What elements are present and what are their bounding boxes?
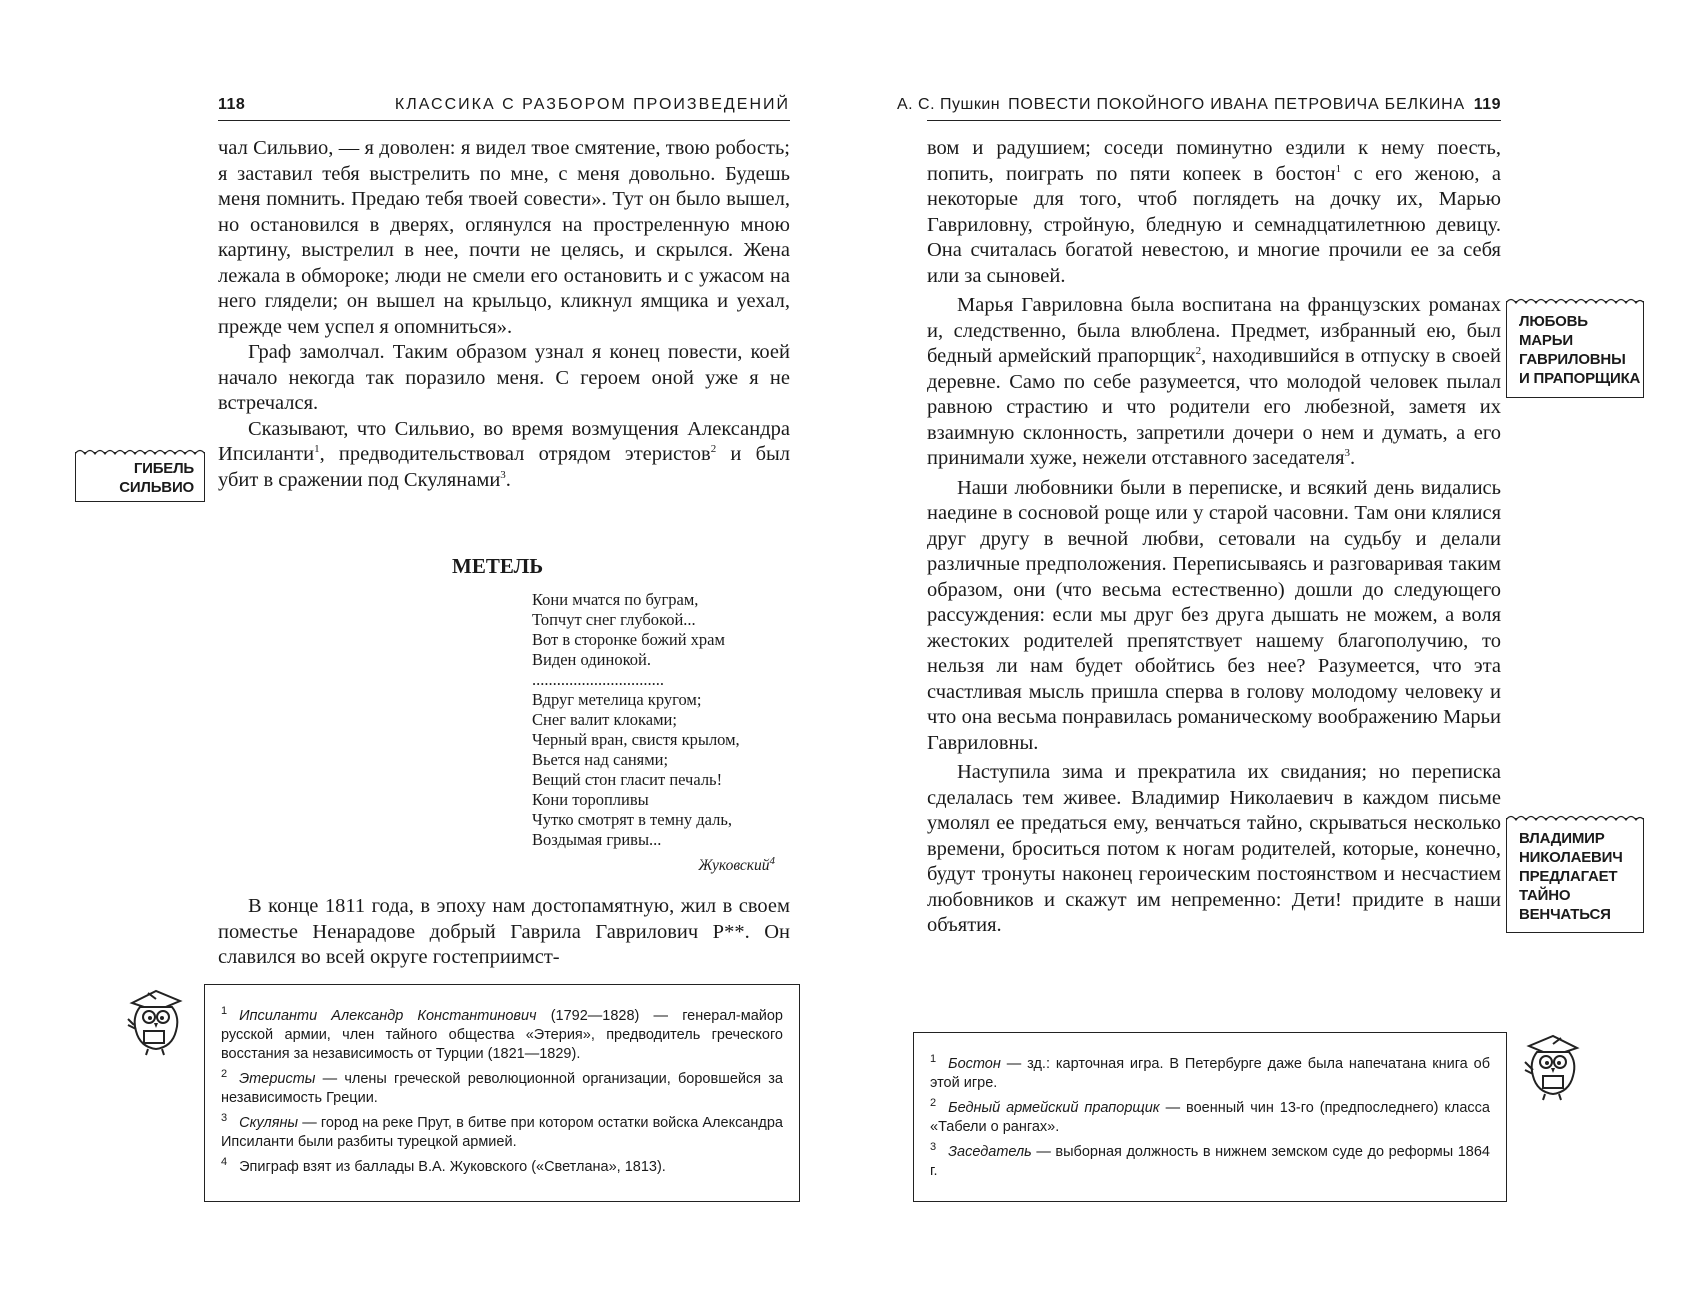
footnote-ref: 1 (314, 443, 320, 456)
epigraph-line: Кони торопливы (532, 790, 649, 809)
epigraph-line: Вьется над санями; (532, 750, 669, 769)
footnote: $^2$ Этеристы — члены греческой революционной организации, боровшейся за независимость Греции. (221, 1068, 783, 1106)
epigraph-line: Топчут снег глубокой... (532, 610, 696, 629)
paragraph: Сказывают, что Сильвио, во время возмущения Александра Ипсиланти$^1$, предводительствовал отрядом этеристов$^2$ и был убит в сражении под Скулянами$^3$. (218, 417, 791, 491)
running-author: А. С. Пушкин (896, 96, 1001, 113)
wavy-border-icon (1506, 813, 1644, 821)
paragraph: Марья Гавриловна была воспитана на французских романах и, следственно, была влюблена. Предмет, избранный ею, был бедный армейский прапорщик$^2$, находившийся в отпуску в своей деревне. Само по себе разумеется, что молодой человек пылал равною страстию и что родители его любезной, заметя их взаимную склонность, запретили дочери о нем и думать, а его принимали хуже, нежели отставного заседателя$^3$. (927, 294, 1502, 469)
footnotes-right (913, 1032, 1507, 1202)
right-page-text (927, 136, 1501, 939)
footnote: $^4$ Эпиграф взят из баллады В.А. Жуковского («Светлана», 1813). (221, 1156, 666, 1175)
page-number: 118 (218, 96, 246, 113)
epigraph-line: Кони мчатся по буграм, (532, 590, 699, 609)
left-page-header (218, 96, 790, 121)
epigraph-line: Воздымая гривы... (532, 830, 662, 849)
footnote: $^3$ Скуляны — город на реке Прут, в битве при котором остатки войска Александра Ипсиланти были разбиты турецкой армией. (221, 1112, 783, 1150)
footnote: $^2$ Бедный армейский прапорщик — военный чин 13-го (предпоследнего) класса «Табели о рангах». (930, 1097, 1490, 1135)
margin-note-love: ЛЮБОВЬ МАРЬИ ГАВРИЛОВНЫ И ПРАПОРЩИКА (1506, 301, 1644, 398)
epigraph-line: ................................ (532, 670, 664, 689)
epigraph-line: Вдруг метелица кругом; (532, 690, 702, 709)
paragraph: Наступила зима и прекратила их свидания; но переписка сделалась тем живее. Владимир Николаевич в каждом письме умолял ее предаться ему, венчаться тайно, скрываться несколько времени, броситься потом к ногам родителей, которые, конечно, будут тронуты наконец героическим постоянством и несчастием любовников и скажут им непременно: Дети! придите в наши объятия. (927, 761, 1501, 936)
right-page (845, 0, 1690, 1312)
epigraph-line: Вещий стон гласит печаль! (532, 770, 723, 789)
story-title: МЕТЕЛЬ (452, 554, 544, 578)
footnote: $^1$ Ипсиланти Александр Константинович (1792—1828) — генерал-майор русской армии, член тайного общества «Этерия», предводитель греческого восстания за независимость от Турции (1821—1829). (221, 1005, 783, 1062)
story-opening (218, 894, 790, 971)
footnote-ref: 2 (1195, 345, 1202, 358)
paragraph: вом и радушием; соседи поминутно ездили к нему поесть, попить, поиграть по пяти копеек в бостон$^1$ с его женою, а некоторые для того, чтоб поглядеть на дочку их, Марью Гавриловну, стройную, бледную и семнадцатилетнюю девицу. Она считалась богатой невестою, и многие прочили ее за себя или за сыновей. (927, 137, 1501, 287)
left-page-text (218, 136, 790, 493)
epigraph-line: Чутко смотрят в темну даль, (532, 810, 732, 829)
margin-note-silvio: ГИБЕЛЬ СИЛЬВИО (75, 452, 205, 502)
wavy-border-icon (75, 447, 205, 455)
paragraph: Наши любовники были в переписке, и всякий день видались наедине в сосновой роще или у старой часовни. Там они клялися друг другу в вечной любви, сетовали на судьбу и делали различные предположения. Переписываясь и разговаривая таким образом, они (что весьма естественно) дошли до следующего рассуждения: если мы друг без друга дышать не можем, а воля жестоких родителей препятствует нашему благополучию, то нельзя ли нам будет обойтись без нее? Разумеется, что эта счастливая мысль пришла сперва в голову молодому человеку и что она весьма понравилась романическому воображению Марьи Гавриловны. (927, 476, 1501, 754)
footnote-ref: 1 (1335, 162, 1342, 175)
running-title: КЛАССИКА С РАЗБОРОМ ПРОИЗВЕДЕНИЙ (394, 96, 790, 113)
paragraph: В конце 1811 года, в эпоху нам достопамятную, жил в своем поместье Ненарадове добрый Гаврила Гаврилович Р**. Он славился во всей округе гостеприимст- (218, 895, 790, 968)
right-page-header (896, 96, 1501, 121)
paragraph: Граф замолчал. Таким образом узнал я конец повести, коей начало некогда так поразило меня. С героем оной уже я не встречался. (218, 341, 790, 414)
footnote-ref: 3 (1344, 447, 1351, 460)
epigraph-line: Вот в сторонке божий храм (532, 630, 725, 649)
epigraph-line: Черный вран, свистя крылом, (532, 730, 740, 749)
footnote: $^1$ Бостон — зд.: карточная игра. В Петербурге даже была напечатана книга об этой игре. (930, 1053, 1490, 1091)
footnote-ref: 3 (500, 468, 506, 481)
wavy-border-icon (1506, 296, 1644, 304)
owl-scholar-icon (1521, 1030, 1587, 1102)
running-title: А. С. Пушкин ПОВЕСТИ ПОКОЙНОГО ИВАНА ПЕТРОВИЧА БЕЛКИНА (896, 96, 1465, 113)
paragraph: чал Сильвио, — я доволен: я видел твое смятение, твою робость; я заставил тебя выстрелить по мне, с меня довольно. Будешь меня помнить. Предаю тебя твоей совести». Тут он было вышел, но остановился в дверях, оглянулся на простреленную мною картину, выстрелил в нее, почти не целясь, и скрылся. Жена лежала в обмороке; люди не смели его остановить и с ужасом на него глядели; он вышел на крыльцо, кликнул ямщика и уехал, прежде чем успел я опомниться». (218, 137, 790, 338)
epigraph (532, 590, 740, 850)
owl-scholar-icon (122, 985, 188, 1057)
page-number: 119 (1473, 96, 1501, 113)
epigraph-line: Снег валит клоками; (532, 710, 677, 729)
footnote: $^3$ Заседатель — выборная должность в нижнем земском суде до реформы 1864 г. (930, 1141, 1490, 1179)
epigraph-line: Виден одинокой. (532, 650, 651, 669)
footnotes-left (204, 984, 800, 1202)
margin-note-vladimir: ВЛАДИМИР НИКОЛАЕВИЧ ПРЕДЛАГАЕТ ТАЙНО ВЕНЧАТЬСЯ (1506, 818, 1644, 933)
epigraph-author: Жуковский$^4$ (698, 854, 775, 874)
footnote-ref: 2 (710, 443, 717, 456)
